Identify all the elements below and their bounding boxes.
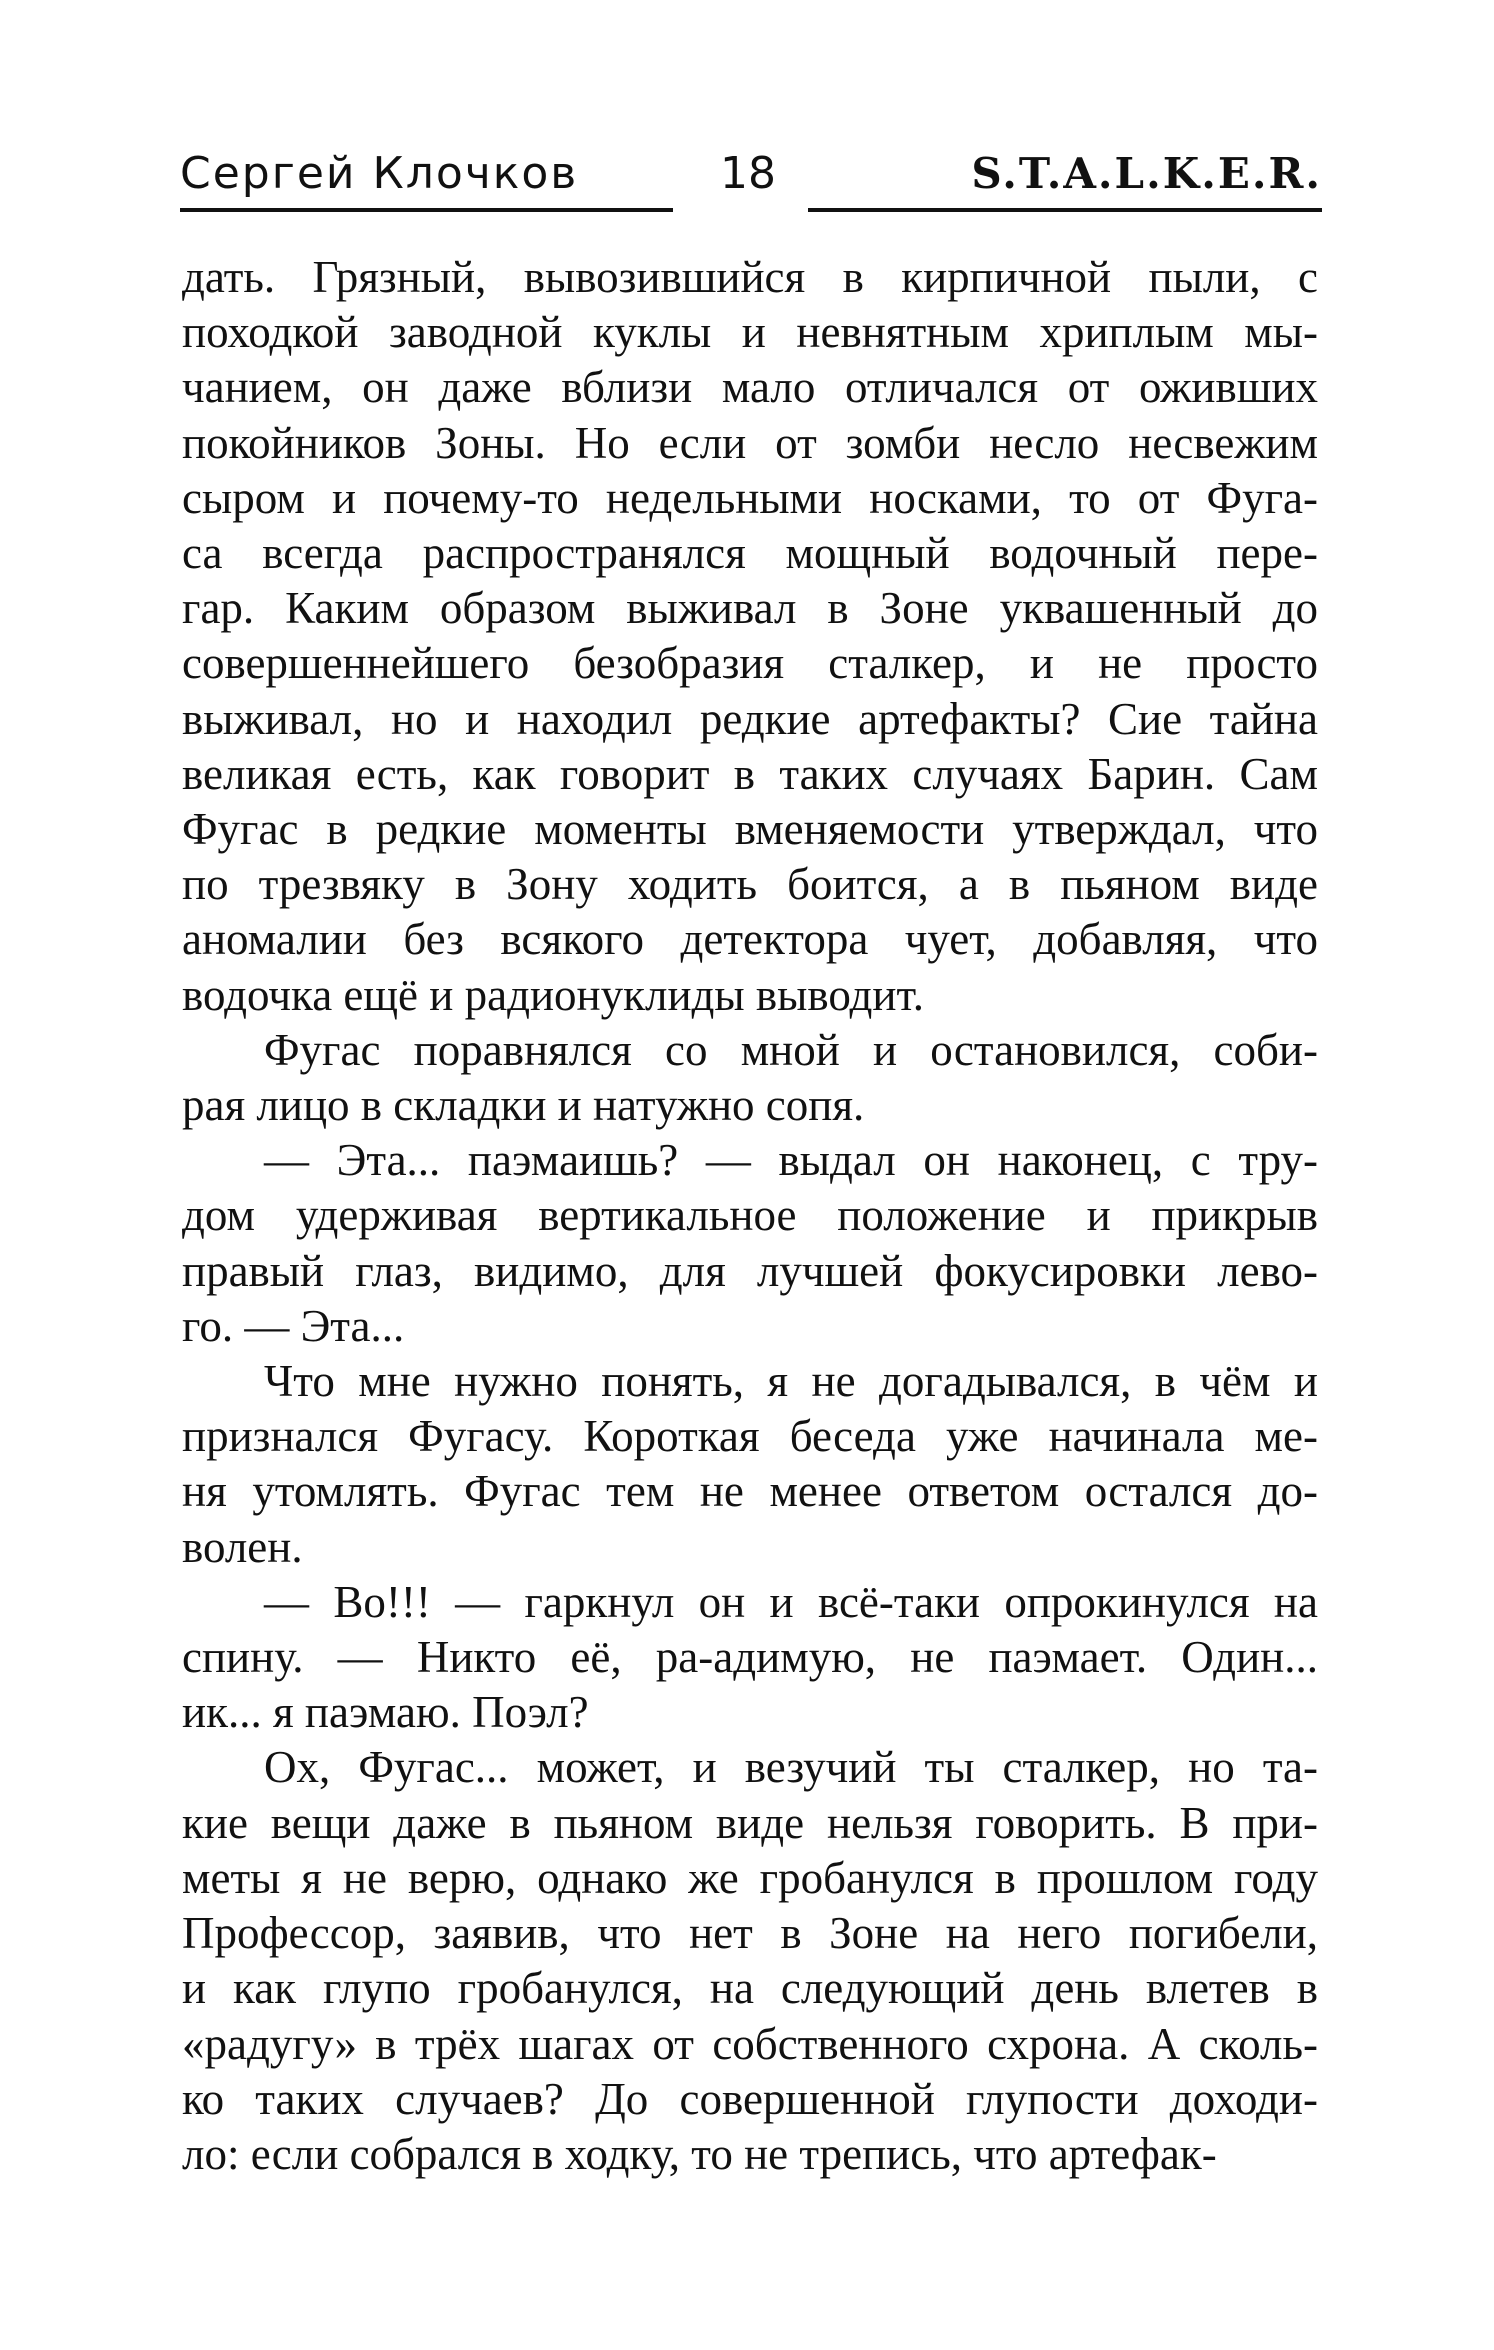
text-line: го. — Эта... (182, 1300, 405, 1351)
text-line: — Эта... паэмаишь? — выдал он наконец, с тру- (264, 1135, 1318, 1186)
text-line: рая лицо в складки и натужно сопя. (182, 1080, 865, 1131)
text-line: кие вещи даже в пьяном виде нельзя говорить. В при- (182, 1797, 1318, 1848)
running-header (180, 148, 1322, 218)
header-author: Сергей Клочков (180, 148, 579, 199)
text-line: по трезвяку в Зону ходить боится, а в пьяном виде (182, 859, 1318, 910)
text-line: совершеннейшего безобразия сталкер, и не просто (182, 638, 1318, 689)
header-series-title: S.T.A.L.K.E.R. (971, 149, 1322, 198)
paragraph (182, 1133, 1318, 1354)
text-line: великая есть, как говорит в таких случаях Барин. Сам (182, 748, 1318, 799)
text-line: Профессор, заявив, что нет в Зоне на него погибели, (182, 1908, 1318, 1959)
text-line: «радугу» в трёх шагах от собственного схрона. А сколь- (182, 2018, 1318, 2069)
header-rule-left (180, 208, 673, 212)
text-line: Фугас в редкие моменты вменяемости утверждал, что (182, 804, 1318, 855)
text-line: покойников Зоны. Но если от зомби несло несвежим (182, 417, 1318, 468)
text-line: са всегда распространялся мощный водочный пере- (182, 528, 1318, 579)
text-line: ло: если собрался в ходку, то не трепись, что артефак- (182, 2128, 1217, 2179)
page-number: 18 (720, 148, 776, 199)
text-line: волен. (182, 1521, 303, 1572)
text-line: правый глаз, видимо, для лучшей фокусировки лево- (182, 1245, 1318, 1296)
paragraph (182, 1354, 1318, 1575)
text-line: чанием, он даже вблизи мало отличался от оживших (182, 362, 1318, 413)
text-line: водочка ещё и радионуклиды выводит. (182, 969, 925, 1020)
text-line: признался Фугасу. Короткая беседа уже начинала ме- (182, 1411, 1318, 1462)
text-line: сыром и почему-то недельными носками, то от Фуга- (182, 472, 1318, 523)
text-line: спину. — Никто её, ра-адимую, не паэмает. Один... (182, 1632, 1318, 1683)
text-line: ко таких случаев? До совершенной глупости доходи- (182, 2073, 1318, 2124)
text-line: аномалии без всякого детектора чует, добавляя, что (182, 914, 1318, 965)
paragraph (182, 1575, 1318, 1741)
paragraph (182, 1023, 1318, 1133)
header-rule-right (808, 208, 1322, 212)
text-line: ик... я паэмаю. Поэл? (182, 1687, 589, 1738)
text-line: Ох, Фугас... может, и везучий ты сталкер, но та- (264, 1742, 1318, 1793)
body-text (182, 250, 1318, 2182)
text-line: выживал, но и находил редкие артефакты? Сие тайна (182, 693, 1318, 744)
text-line: Фугас поравнялся со мной и остановился, соби- (264, 1024, 1318, 1075)
text-line: дать. Грязный, вывозившийся в кирпичной пыли, с (182, 252, 1318, 302)
text-line: — Во!!! — гаркнул он и всё-таки опрокинулся на (264, 1576, 1318, 1627)
text-line: гар. Каким образом выживал в Зоне уквашенный до (182, 583, 1318, 634)
text-line: ня утомлять. Фугас тем не менее ответом остался до- (182, 1466, 1318, 1517)
text-line: Что мне нужно понять, я не догадывался, в чём и (264, 1356, 1318, 1407)
text-line: дом удерживая вертикальное положение и прикрыв (182, 1190, 1318, 1241)
text-line: и как глупо гробанулся, на следующий день влетев в (182, 1963, 1318, 2014)
text-line: походкой заводной куклы и невнятным хриплым мы- (182, 307, 1318, 358)
paragraph (182, 1740, 1318, 2182)
paragraph (182, 250, 1318, 1023)
text-line: меты я не верю, однако же гробанулся в прошлом году (182, 1852, 1318, 1903)
